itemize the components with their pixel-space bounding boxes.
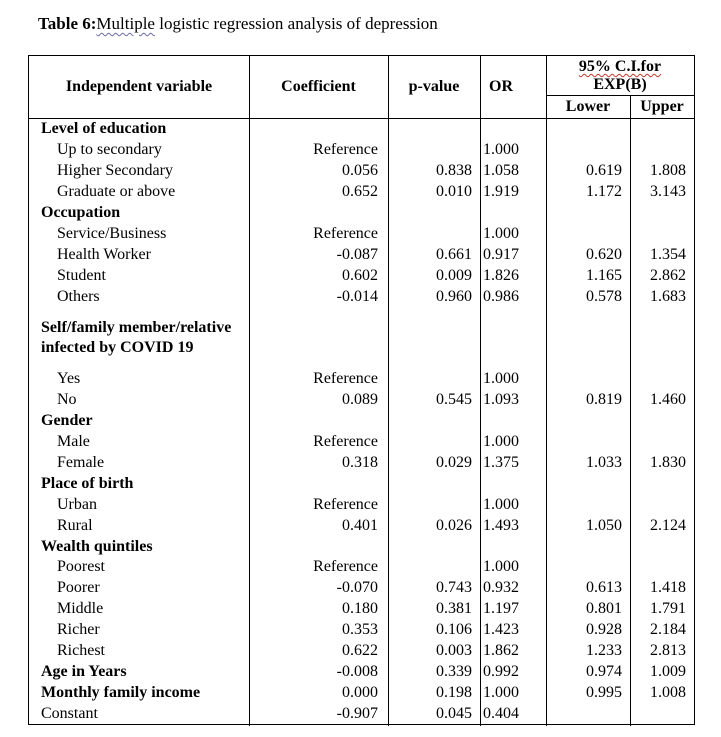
cell-coefficient: 0.353	[342, 621, 378, 639]
cell-upper	[630, 119, 694, 140]
cell-lower: 0.819	[586, 391, 622, 409]
cell-upper	[630, 432, 694, 453]
table-row	[29, 307, 694, 369]
row-label: Urban	[57, 495, 97, 513]
cell-coefficient: 0.652	[342, 183, 378, 201]
header-p-value: p-value	[408, 78, 460, 95]
cell-lower: 1.172	[586, 183, 622, 201]
row-label: Up to secondary	[57, 141, 162, 159]
row-label: Gender	[41, 412, 93, 430]
cell-upper	[630, 473, 694, 494]
cell-coefficient: -0.070	[336, 579, 378, 597]
column-divider	[546, 56, 547, 726]
row-label: No	[57, 391, 77, 409]
row-label: Middle	[57, 600, 104, 618]
column-divider	[249, 56, 250, 726]
row-label: Rural	[57, 516, 93, 534]
cell-or: 1.000	[483, 141, 519, 159]
cell-upper: 2.813	[650, 642, 686, 660]
cell-upper: 1.008	[650, 683, 686, 701]
cell-upper	[630, 140, 694, 161]
cell-upper: 1.791	[650, 600, 686, 618]
cell-lower: 0.801	[586, 600, 622, 618]
cell-or: 1.862	[483, 642, 519, 660]
cell-or: 1.197	[483, 600, 519, 618]
cell-coefficient: Reference	[313, 141, 378, 159]
table-caption	[38, 14, 438, 34]
cell-or: 1.375	[483, 454, 519, 472]
cell-coefficient	[249, 411, 388, 432]
row-label: Poorer	[57, 579, 100, 597]
table-row	[29, 265, 694, 286]
cell-upper: 1.683	[650, 287, 686, 305]
table-row	[29, 473, 694, 494]
table-row	[29, 453, 694, 474]
cell-p-value: 0.545	[436, 391, 472, 409]
cell-upper	[630, 557, 694, 578]
cell-coefficient: 0.000	[342, 683, 378, 701]
cell-coefficient: Reference	[313, 433, 378, 451]
cell-coefficient: 0.622	[342, 642, 378, 660]
cell-lower: 0.578	[586, 287, 622, 305]
cell-or	[456, 203, 546, 224]
table-row	[29, 661, 694, 682]
cell-or: 0.986	[483, 287, 519, 305]
cell-upper	[630, 703, 694, 724]
header-ci-line1: 95% C.I.for	[578, 58, 662, 75]
column-divider	[630, 96, 631, 726]
caption-label: Table 6:	[38, 14, 97, 33]
table-row	[29, 515, 694, 536]
table-row	[29, 203, 694, 224]
row-label: Self/family member/relative infected by COVID 19	[41, 319, 232, 357]
table-row	[29, 182, 694, 203]
row-label: Graduate or above	[57, 183, 176, 201]
cell-coefficient: 0.180	[342, 600, 378, 618]
row-label: Level of education	[41, 120, 167, 138]
row-label: Richest	[57, 642, 105, 660]
row-label: Health Worker	[57, 245, 151, 263]
row-label: Constant	[41, 704, 98, 722]
cell-coefficient: 0.089	[342, 391, 378, 409]
cell-lower	[546, 703, 630, 724]
cell-coefficient: 0.318	[342, 454, 378, 472]
cell-upper: 1.418	[650, 579, 686, 597]
cell-upper: 1.009	[650, 662, 686, 680]
cell-lower	[546, 473, 630, 494]
cell-upper: 1.354	[650, 245, 686, 263]
cell-upper	[630, 494, 694, 515]
row-label: Occupation	[41, 204, 121, 221]
cell-upper: 2.862	[650, 266, 686, 284]
cell-upper: 3.143	[650, 183, 686, 201]
row-label: Others	[57, 287, 100, 305]
cell-or: 0.917	[483, 245, 519, 263]
cell-or	[456, 536, 546, 557]
cell-or: 1.423	[483, 621, 519, 639]
row-label: Female	[57, 454, 105, 472]
row-label: Place of birth	[41, 474, 134, 492]
cell-or	[456, 119, 546, 140]
cell-coefficient	[249, 473, 388, 494]
header-ci-title	[546, 58, 694, 94]
row-label: Richer	[57, 621, 100, 639]
table-row	[29, 682, 694, 703]
cell-coefficient: -0.014	[336, 287, 378, 305]
cell-upper	[630, 223, 694, 244]
cell-coefficient: -0.907	[336, 704, 378, 722]
table-header	[29, 56, 694, 119]
cell-upper: 2.184	[650, 621, 686, 639]
cell-p-value: 0.010	[436, 183, 472, 201]
cell-upper: 2.124	[650, 516, 686, 534]
cell-upper	[630, 411, 694, 432]
cell-coefficient: -0.087	[336, 245, 378, 263]
cell-coefficient: Reference	[313, 224, 378, 242]
cell-lower	[546, 223, 630, 244]
cell-coefficient: 0.602	[342, 266, 378, 284]
cell-p-value: 0.381	[436, 600, 472, 618]
cell-p-value: 0.838	[436, 162, 472, 180]
cell-or	[456, 411, 546, 432]
table-row	[29, 411, 694, 432]
header-or: OR	[489, 78, 513, 95]
cell-p-value: 0.743	[436, 579, 472, 597]
table-row	[29, 599, 694, 620]
cell-lower	[546, 411, 630, 432]
cell-upper	[630, 307, 694, 369]
cell-or: 1.000	[483, 433, 519, 451]
cell-lower: 0.620	[586, 245, 622, 263]
cell-lower: 0.995	[586, 683, 622, 701]
row-label: Student	[57, 266, 106, 284]
table-row	[29, 140, 694, 161]
cell-or: 1.919	[483, 183, 519, 201]
cell-or: 0.404	[483, 704, 519, 722]
cell-p-value: 0.026	[436, 516, 472, 534]
table-row	[29, 390, 694, 411]
cell-lower	[546, 536, 630, 557]
cell-coefficient: -0.008	[336, 662, 378, 680]
cell-lower: 1.033	[586, 454, 622, 472]
cell-coefficient: Reference	[313, 558, 378, 576]
cell-lower	[546, 369, 630, 390]
cell-upper	[630, 203, 694, 224]
cell-p-value: 0.003	[436, 642, 472, 660]
cell-upper: 1.460	[650, 391, 686, 409]
cell-or: 1.000	[483, 558, 519, 576]
cell-or: 1.093	[483, 391, 519, 409]
cell-p-value: 0.106	[436, 621, 472, 639]
table-row	[29, 494, 694, 515]
cell-upper	[630, 536, 694, 557]
table-row	[29, 161, 694, 182]
cell-upper: 1.830	[650, 454, 686, 472]
table-body	[29, 119, 694, 724]
header-lower: Lower	[565, 98, 611, 115]
table-row	[29, 432, 694, 453]
table-row	[29, 578, 694, 599]
cell-lower: 0.974	[586, 662, 622, 680]
cell-lower: 0.613	[586, 579, 622, 597]
table-row	[29, 286, 694, 307]
table-row	[29, 620, 694, 641]
cell-lower: 0.928	[586, 621, 622, 639]
cell-coefficient: 0.056	[342, 162, 378, 180]
table-row	[29, 369, 694, 390]
cell-p-value: 0.339	[436, 662, 472, 680]
table-row	[29, 641, 694, 662]
table-row	[29, 223, 694, 244]
cell-coefficient	[249, 203, 388, 224]
row-label: Wealth quintiles	[41, 537, 153, 555]
cell-or: 1.058	[483, 162, 519, 180]
cell-or	[456, 307, 546, 369]
header-ci-group	[546, 56, 694, 118]
cell-or	[456, 473, 546, 494]
cell-upper	[630, 369, 694, 390]
cell-lower: 1.233	[586, 642, 622, 660]
cell-lower	[546, 494, 630, 515]
cell-lower	[546, 119, 630, 140]
cell-or: 1.000	[483, 224, 519, 242]
cell-or: 0.932	[483, 579, 519, 597]
row-label: Yes	[57, 370, 81, 388]
cell-lower	[546, 203, 630, 224]
cell-lower: 1.050	[586, 516, 622, 534]
cell-or: 1.826	[483, 266, 519, 284]
row-label: Service/Business	[57, 224, 167, 242]
cell-coefficient	[249, 536, 388, 557]
cell-p-value: 0.045	[436, 704, 472, 722]
table-row	[29, 703, 694, 724]
cell-coefficient	[249, 119, 388, 140]
cell-lower: 0.619	[586, 162, 622, 180]
table-row	[29, 244, 694, 265]
cell-coefficient: Reference	[313, 370, 378, 388]
cell-p-value: 0.960	[436, 287, 472, 305]
header-ci-line2: EXP(B)	[593, 76, 647, 93]
header-upper: Upper	[640, 98, 684, 115]
cell-coefficient	[249, 307, 388, 369]
cell-p-value: 0.029	[436, 454, 472, 472]
cell-lower	[546, 432, 630, 453]
caption-text: logistic regression analysis of depression	[154, 14, 438, 33]
column-divider	[480, 56, 481, 726]
cell-coefficient: Reference	[313, 495, 378, 513]
row-label: Poorest	[57, 558, 105, 576]
cell-lower	[546, 307, 630, 369]
row-label: Monthly family income	[41, 683, 201, 701]
cell-or: 1.000	[483, 370, 519, 388]
row-label: Male	[57, 433, 90, 451]
table-row	[29, 119, 694, 140]
cell-or: 1.000	[483, 683, 519, 701]
cell-lower	[546, 140, 630, 161]
cell-p-value: 0.661	[436, 245, 472, 263]
cell-or: 1.493	[483, 516, 519, 534]
cell-or: 0.992	[483, 662, 519, 680]
cell-lower: 1.165	[586, 266, 622, 284]
cell-lower	[546, 557, 630, 578]
cell-coefficient: 0.401	[342, 516, 378, 534]
cell-p-value: 0.198	[436, 683, 472, 701]
row-label: Age in Years	[41, 662, 127, 680]
header-independent-variable: Independent variable	[65, 78, 213, 95]
cell-p-value: 0.009	[436, 266, 472, 284]
cell-upper: 1.808	[650, 162, 686, 180]
cell-or: 1.000	[483, 495, 519, 513]
header-coefficient: Coefficient	[281, 78, 356, 95]
row-label: Higher Secondary	[57, 162, 173, 180]
column-divider	[388, 56, 389, 726]
table-row	[29, 536, 694, 557]
caption-label-word: Multiple	[96, 14, 155, 33]
table-row	[29, 557, 694, 578]
regression-table	[28, 55, 695, 725]
